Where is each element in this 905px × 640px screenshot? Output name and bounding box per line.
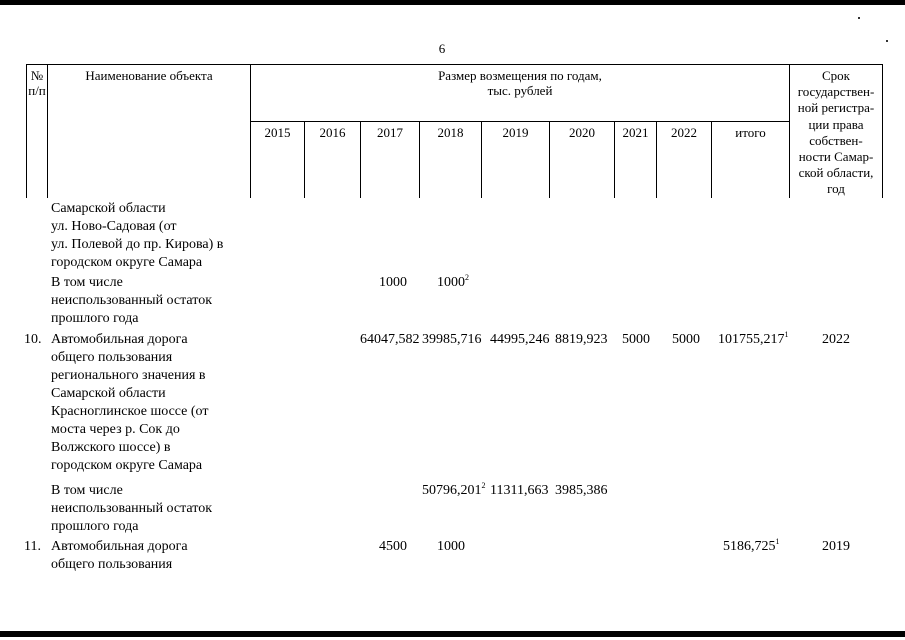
object-name: Автомобильная дорога общего пользования регионального значения в Самарской области Красноглинское шоссе (от моста через р. Сок до Волжского шоссе) в городском округе Самара: [51, 332, 209, 473]
subrow-label: В том числе неиспользованный остаток прошлого года: [51, 483, 212, 534]
table-header: [26, 64, 883, 198]
cell-2017: 1000: [379, 275, 407, 290]
header-year: 2022: [671, 125, 697, 140]
subrow-label: В том числе неиспользованный остаток прошлого года: [51, 275, 212, 326]
cell-2018: 1000$^2$: [437, 273, 469, 290]
cell-2017: 4500: [379, 539, 407, 554]
header-name: Наименование объекта: [85, 68, 213, 83]
cell-2018: 39985,716: [422, 332, 482, 347]
row-number: 10.: [24, 332, 42, 347]
cell-2019: 44995,246: [490, 332, 550, 347]
header-num: № п/п: [28, 68, 46, 98]
cell-2022: 5000: [672, 332, 700, 347]
cell-total: 5186,725$^1$: [723, 537, 780, 554]
scan-speck: [886, 40, 888, 42]
cell-2018: 50796,201$^2$: [422, 481, 486, 498]
cell-2021: 5000: [622, 332, 650, 347]
header-term: Срок государствен- ной регистра- ции права собствен- ности Самар- ской области, год: [797, 68, 875, 197]
cell-2020: 3985,386: [555, 483, 608, 498]
cell-2017: 64047,582: [360, 332, 420, 347]
header-year: 2018: [437, 125, 464, 140]
cell-total: 101755,217$^1$: [718, 330, 789, 347]
continued-object-name: Самарской области ул. Ново-Садовая (от ул. Полевой до пр. Кирова) в городском округе Самара: [51, 201, 224, 270]
header-year: 2016: [319, 125, 346, 140]
cell-2019: 11311,663: [490, 483, 549, 498]
header-year: 2017: [377, 125, 403, 140]
cell-term: 2019: [822, 539, 850, 554]
header-year: 2021: [622, 125, 649, 140]
scan-speck: [858, 17, 860, 19]
page-number: 6: [438, 41, 446, 56]
header-year: 2019: [502, 125, 529, 140]
object-name: Автомобильная дорога общего пользования: [51, 539, 188, 572]
scan-top-border: [0, 0, 905, 5]
header-year: 2015: [264, 125, 291, 140]
cell-2018: 1000: [437, 539, 465, 554]
cell-term: 2022: [822, 332, 850, 347]
scan-bottom-border: [0, 631, 905, 637]
cell-2020: 8819,923: [555, 332, 608, 347]
header-total: итого: [735, 125, 766, 140]
header-year: 2020: [569, 125, 595, 140]
header-amount: Размер возмещения по годам, тыс. рублей: [438, 68, 602, 98]
row-number: 11.: [24, 539, 41, 554]
